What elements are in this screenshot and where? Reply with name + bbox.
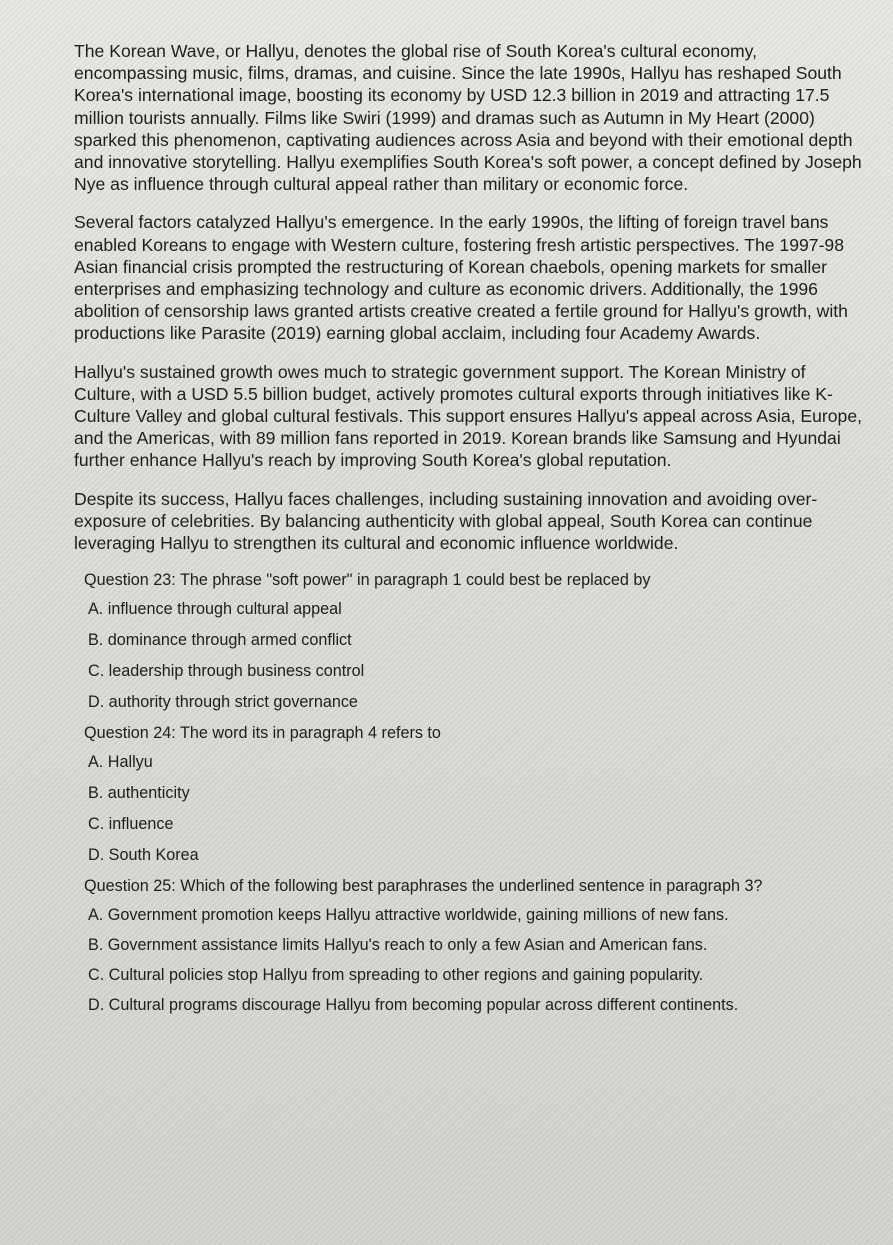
question-23-option-a: A. influence through cultural appeal: [88, 600, 342, 619]
paragraph-4: Despite its success, Hallyu faces challenges, including sustaining innovation and avoiding over-exposure of celebrities. By balancing authenticity with global appeal, South Korea can continue leveraging Hallyu to strengthen its cultural and economic influence worldwide.: [74, 488, 818, 554]
question-25-stem: Question 25: Which of the following best paraphrases the underlined sentence in paragraph 3?: [84, 877, 763, 896]
question-23-option-c: C. leadership through business control: [88, 662, 365, 681]
question-24-option-a: A. Hallyu: [88, 753, 153, 772]
question-25: [74, 876, 864, 1016]
question-25-option-d: D. Cultural programs discourage Hallyu from becoming popular across different continents.: [88, 996, 739, 1015]
question-25-option-a: A. Government promotion keeps Hallyu attractive worldwide, gaining millions of new fans.: [88, 906, 729, 925]
paragraph-2: Several factors catalyzed Hallyu's emergence. In the early 1990s, the lifting of foreign travel bans enabled Koreans to engage with Western culture, fostering fresh artistic perspectives. The 1997-98 Asian financial crisis prompted the restructuring of Korean chaebols, opening markets for smaller enterprises and emphasizing technology and culture as economic drivers. Additionally, the 1996 abolition of censorship laws granted artists creative created a fertile ground for Hallyu's growth, with productions like Parasite (2019) earning global acclaim, including four Academy Awards.: [74, 212, 848, 344]
question-24-option-b: B. authenticity: [88, 784, 190, 803]
question-24: [74, 723, 864, 866]
question-25-option-b: B. Government assistance limits Hallyu's reach to only a few Asian and American fans.: [88, 936, 708, 955]
question-23-option-d: D. authority through strict governance: [88, 693, 358, 712]
reading-passage: [74, 40, 864, 554]
question-24-stem: Question 24: The word its in paragraph 4 refers to: [84, 724, 441, 743]
question-23: [74, 570, 864, 713]
question-24-option-c: C. influence: [88, 815, 174, 834]
question-23-option-b: B. dominance through armed conflict: [88, 631, 352, 650]
question-23-stem: Question 23: The phrase "soft power" in paragraph 1 could best be replaced by: [84, 571, 651, 590]
question-25-option-c: C. Cultural policies stop Hallyu from spreading to other regions and gaining popularity.: [88, 966, 704, 985]
question-24-option-d: D. South Korea: [88, 846, 199, 865]
paragraph-1: The Korean Wave, or Hallyu, denotes the global rise of South Korea's cultural economy, encompassing music, films, dramas, and cuisine. Since the late 1990s, Hallyu has reshaped South Korea's international image, boosting its economy by USD 12.3 billion in 2019 and attracting 17.5 million tourists annually. Films like Swiri (1999) and dramas such as Autumn in My Heart (2000) sparked this phenomenon, captivating audiences across Asia and beyond with their emotional depth and innovative storytelling. Hallyu exemplifies South Korea's soft power, a concept defined by Joseph Nye as influence through cultural appeal rather than military or economic force.: [74, 41, 862, 195]
paragraph-3: Hallyu's sustained growth owes much to strategic government support. The Korean Ministry of Culture, with a USD 5.5 billion budget, actively promotes cultural exports through initiatives like K-Culture Valley and global cultural festivals. This support ensures Hallyu's appeal across Asia, Europe, and the Americas, with 89 million fans reported in 2019. Korean brands like Samsung and Hyundai further enhance Hallyu's reach by improving South Korea's global reputation.: [74, 361, 862, 471]
worksheet-page: [74, 40, 864, 1230]
